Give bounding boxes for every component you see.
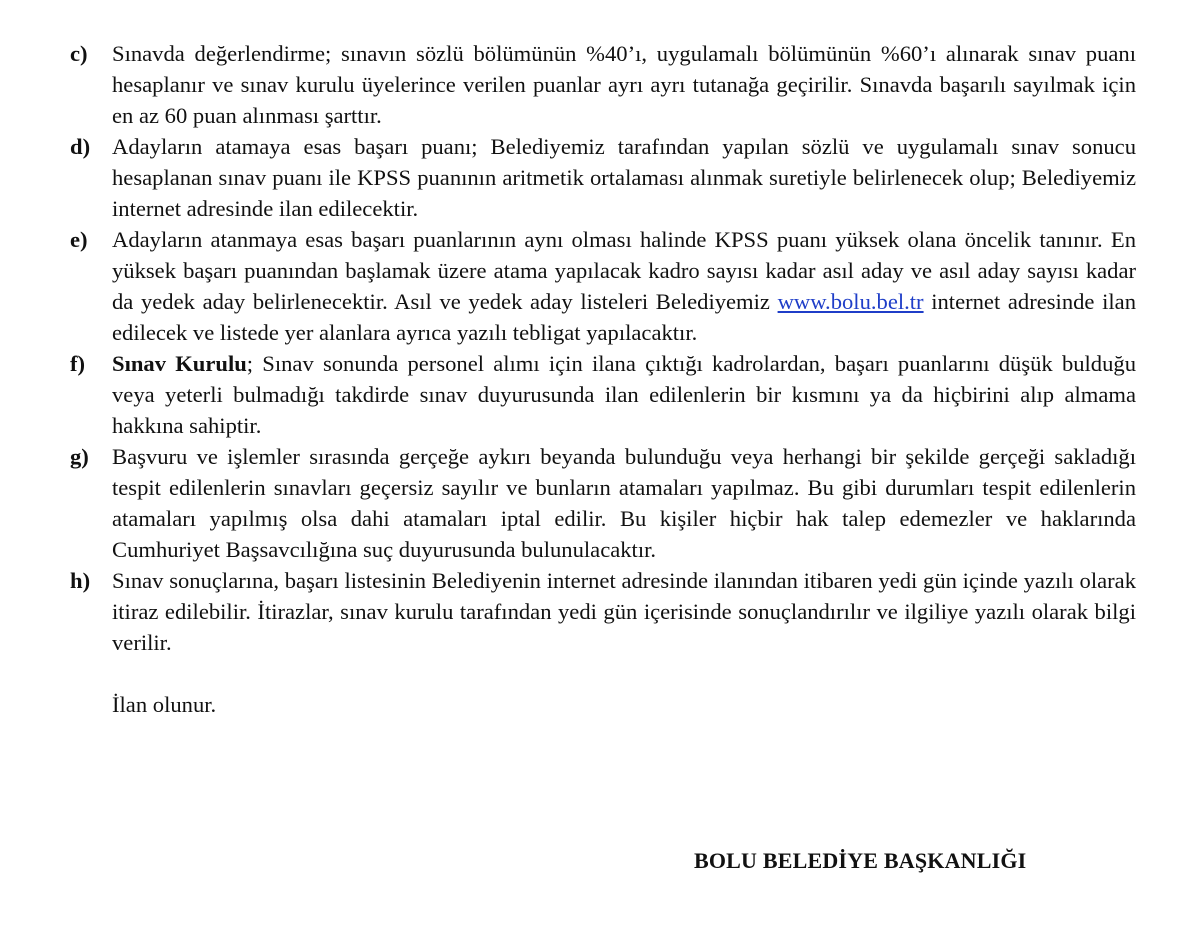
item-text — [112, 224, 1136, 348]
list-item-c — [70, 38, 1136, 131]
list-item-h — [70, 565, 1136, 658]
item-marker: h) — [70, 568, 91, 593]
list-item-d — [70, 131, 1136, 224]
signature-authority: BOLU BELEDİYE BAŞKANLIĞI — [694, 848, 1027, 873]
item-text-before-link: Adayların atanmaya esas başarı puanlarının aynı olması halinde KPSS puanı yüksek olana öncelik tanınır. En yüksek başarı puanından başlamak üzere atama yapılacak kadro sayısı kadar asıl aday ve asıl aday sayısı kadar da yedek aday belirlenecektir. Asıl ve yedek aday listeleri Belediyemiz — [112, 227, 1136, 314]
item-marker: f) — [70, 351, 86, 376]
website-link[interactable]: www.bolu.bel.tr — [777, 289, 924, 314]
item-marker: c) — [70, 41, 88, 66]
item-text: Adayların atamaya esas başarı puanı; Belediyemiz tarafından yapılan sözlü ve uygulamalı sınav sonucu hesaplanan sınav puanı ile KPSS puanının aritmetik ortalaması alınmak suretiyle belirlenecek olup; Belediyemiz internet adresinde ilan edilecektir. — [112, 134, 1136, 221]
item-text: Sınav sonuçlarına, başarı listesinin Belediyenin internet adresinde ilanından itibaren yedi gün içinde yazılı olarak itiraz edilebilir. İtirazlar, sınav kurulu tarafından yedi gün içerisinde sonuçlandırılır ve ilgiliye yazılı olarak bilgi verilir. — [112, 568, 1136, 655]
item-marker: d) — [70, 134, 91, 159]
item-text-after-link: internet adresinde ilan edilecek ve listede yer alanlara ayrıca yazılı tebligat yapılacaktır. — [112, 289, 1136, 345]
item-text-rest: ; Sınav sonunda personel alımı için ilana çıktığı kadrolardan, başarı puanlarını düşük bulduğu veya yeterli bulmadığı takdirde sınav duyurusunda ilan edilenlerin bir kısmını ya da hiçbirini alıp almama hakkına sahiptir. — [112, 351, 1136, 438]
bold-lead-text: Sınav Kurulu — [112, 351, 247, 376]
item-text: Başvuru ve işlemler sırasında gerçeğe aykırı beyanda bulunduğu veya herhangi bir şekilde gerçeği sakladığı tespit edilenlerin sınavları geçersiz sayılır ve bunların atamaları yapılmaz. Bu gibi durumları tespit edilenlerin atamaları yapılmış olsa dahi atamaları iptal edilir. Bu kişiler hiçbir hak talep edemezler ve haklarında Cumhuriyet Başsavcılığına suç duyurusunda bulunulacaktır. — [112, 444, 1136, 562]
item-text — [112, 348, 1136, 441]
item-marker: e) — [70, 227, 88, 252]
item-marker: g) — [70, 444, 89, 469]
list-item-e — [70, 224, 1136, 348]
closing-text: İlan olunur. — [112, 692, 217, 717]
list-item-f — [70, 348, 1136, 441]
item-text: Sınavda değerlendirme; sınavın sözlü bölümünün %40’ı, uygulamalı bölümünün %60’ı alınarak sınav puanı hesaplanır ve sınav kurulu üyelerince verilen puanlar ayrı ayrı tutanağa geçirilir. Sınavda başarılı sayılmak için en az 60 puan alınması şarttır. — [112, 41, 1136, 128]
list-item-g — [70, 441, 1136, 565]
